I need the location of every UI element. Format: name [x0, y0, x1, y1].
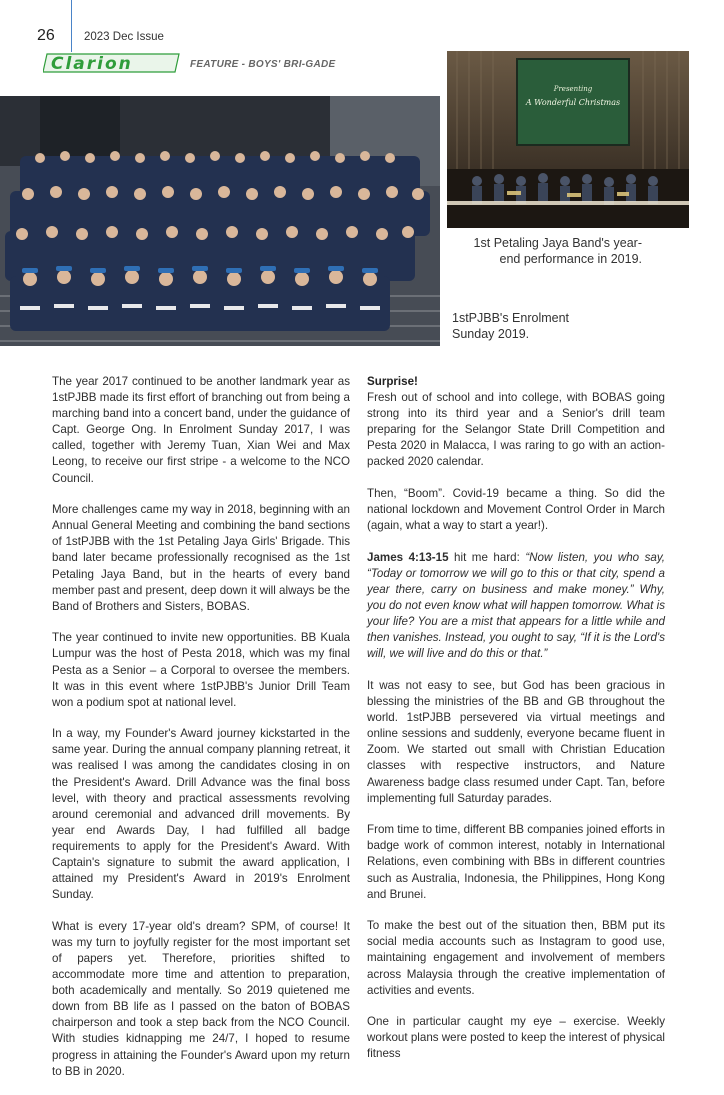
paragraph: Then, “Boom”. Covid-19 became a thing. So did the national lockdown and Movement Control Order in March (again, what a way to start a year!).: [367, 487, 665, 533]
scripture-quote: “Now listen, you who say, “Today or tomorrow we will go to this or that city, spend a year there, carry on business and make money.” Why, you do not even know what will happen tomorrow. What is your life? You are a mist that appears for a little while and then vanishes. Instead, you ought to say, “If it is the Lord's will, we will live and do this or that.”: [367, 550, 665, 661]
paragraph: One in particular caught my eye – exercise. Weekly workout plans were posted to keep the interest of physical fitness: [367, 1015, 665, 1061]
scripture-paragraph: [367, 550, 665, 663]
paragraph: More challenges came my way in 2018, beginning with an Annual General Meeting and combining the band sections of 1stPJBB with the 1st Petaling Jaya Girls' Brigade. This band later became professionally recognised as the 1st Petaling Jaya Band, but in the hearts of every band member past and present, deep down it will always be the Band of Brothers and Sisters, BOBAS.: [52, 503, 350, 613]
header-divider: [71, 0, 72, 52]
section-label: FEATURE - BOYS' BRI-GADE: [190, 59, 336, 70]
svg-text:Presenting: Presenting: [553, 85, 593, 93]
right-column: [367, 374, 665, 1078]
issue-label: 2023 Dec Issue: [84, 31, 164, 43]
band-photo-caption: 1st Petaling Jaya Band's year-end performance in 2019.: [473, 236, 642, 266]
left-column: [52, 374, 350, 1095]
scripture-lead: hit me hard:: [448, 550, 526, 564]
svg-text:Clarion: Clarion: [51, 54, 133, 74]
paragraph: What is every 17-year old's dream? SPM, of course! It was my turn to joyfully register for the most important set of papers yet. Therefore, priorities shifted to accommodate more time and attention to preparation, both academically and mentally. So 2019 quietened me down from BB life as I passed on the baton of BOBAS chairperson and took a step back from the NCO Council. With studies kidnapping me 24/7, I hoped to resume progress in attaining the Founder's Award upon my return to BB in 2020.: [52, 919, 350, 1078]
svg-text:A Wonderful Christmas: A Wonderful Christmas: [525, 98, 621, 107]
paragraph: Fresh out of school and into college, with BOBAS going strong into its third year and a Senior's drill team preparing for the Selangor State Drill Competition and Pesta 2020 in Malacca, I was raring to go with an action-packed 2020 calendar.: [367, 391, 665, 469]
paragraph: From time to time, different BB companies joined efforts in badge work of common interest, notably in International Relations, even combining with BBs in different countries such as Australia, Indonesia, the Philippines, Hong Kong and Brunei.: [367, 823, 665, 901]
enrolment-photo-caption: 1stPJBB's Enrolment Sunday 2019.: [452, 311, 570, 341]
enrolment-group-photo: [0, 96, 440, 346]
paragraph: It was not easy to see, but God has been gracious in blessing the ministries of the BB and GB throughout the world. 1stPJBB persevered via virtual meetings and online sessions and suddenly, everyone became fluent in Zoom. We started out small with Christian Education classes with respective instructors, and Nature Awareness badge class resumed under Capt. Tan, before implementing full Saturday parades.: [367, 679, 665, 805]
scripture-reference: James 4:13-15: [367, 550, 449, 564]
clarion-logo: [43, 52, 183, 74]
band-performance-photo: [447, 51, 689, 228]
paragraph: To make the best out of the situation then, BBM put its social media accounts such as Instagram to good use, maintaining engagement and involvement of members across Malaysia through the creative implementation of activities and events.: [367, 919, 665, 997]
subhead-paragraph: [367, 374, 665, 390]
paragraph: The year 2017 continued to be another landmark year as 1stPJBB made its first effort of branching out from being a marching band into a concert band, under the guidance of Capt. George Ong. In Enrolment Sunday 2017, I was called, together with Jeremy Tuan, Xian Wei and Max Leong, to receive our first stripe - a welcome to the NCO Council.: [52, 375, 350, 485]
paragraph: In a way, my Founder's Award journey kickstarted in the same year. During the annual company planning retreat, it was realised I was among the candidates closing in on the President's Award. Drill Advance was the final boss level, with theory and practical assessments revolving around ceremonial and advanced drill movements. By year end Awards Day, I had fulfilled all badge requirements to apply for the President's Award. With Captain's signature to submit the award application, I attained my President's Award in 2019's Enrolment Sunday.: [52, 727, 350, 902]
paragraph: The year continued to invite new opportunities. BB Kuala Lumpur was the host of Pesta 2018, which was my final Pesta as a Senior – a Corporal to oversee the members. It was in this event where 1stPJBB's Junior Drill Team won a podium spot at national level.: [52, 631, 350, 709]
subheading: Surprise!: [367, 375, 418, 388]
page-number: 26: [37, 27, 55, 44]
